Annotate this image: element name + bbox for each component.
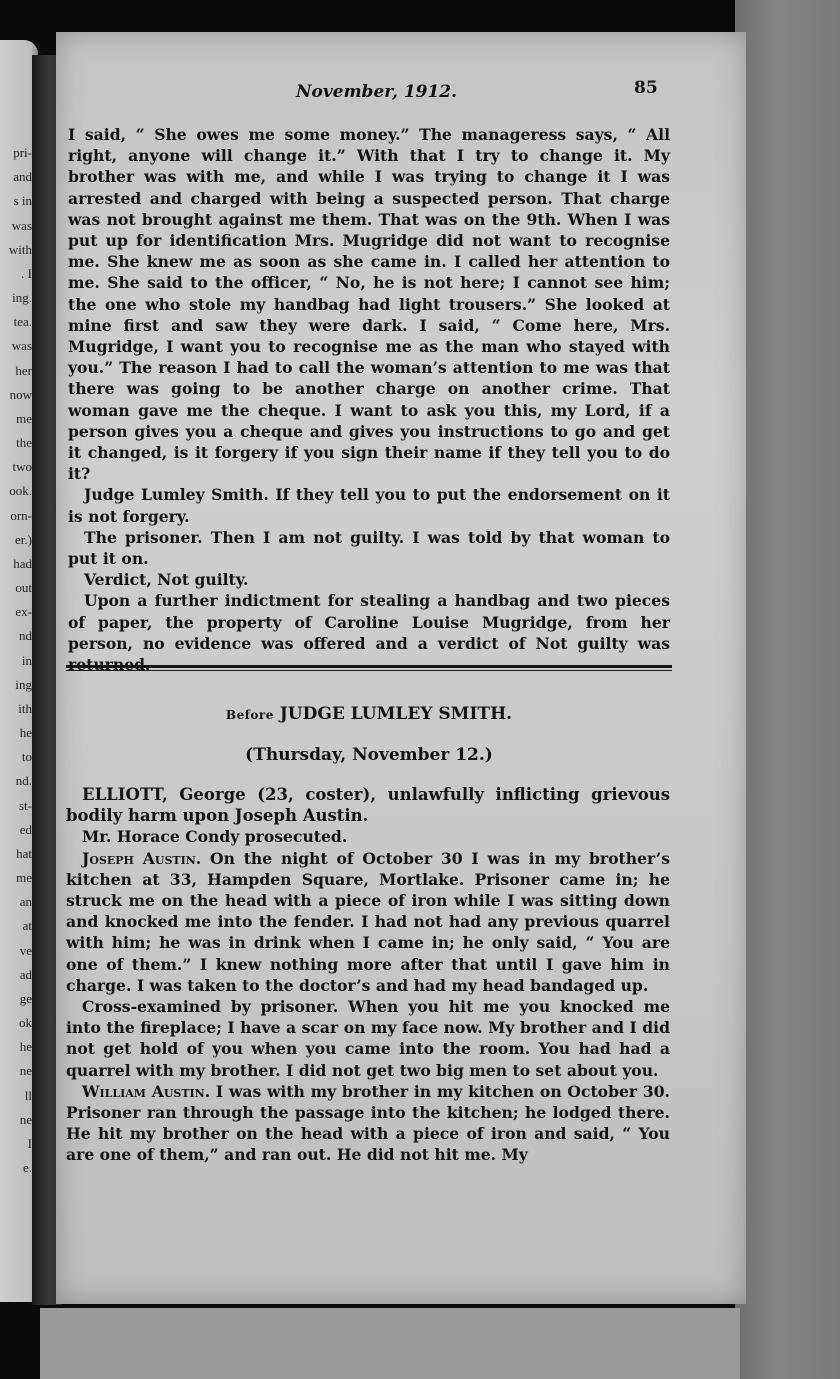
prev-page-fragment: ook.: [9, 483, 32, 498]
witness-william-austin: [66, 1081, 670, 1166]
running-title: November, 1912.: [296, 82, 458, 102]
prev-page-fragment: ing: [15, 677, 32, 692]
prev-page-fragment: me: [16, 411, 32, 426]
prev-page-fragment: orn-: [10, 508, 32, 523]
prev-page-fragment: ok: [19, 1015, 32, 1030]
prev-page-fragment: ll: [24, 1088, 32, 1103]
scan-background-right: [735, 0, 840, 1379]
prosecutor-line: Mr. Horace Condy prosecuted.: [82, 827, 348, 847]
prev-page-fragment: nd.: [15, 773, 32, 788]
prev-page-fragment: hat: [16, 846, 32, 861]
prev-page-fragment: two: [12, 459, 32, 474]
session-date: (Thursday, November 12.): [245, 745, 493, 765]
prev-page-fragment: ne: [19, 1063, 32, 1078]
prev-page-fragment: ve: [19, 943, 32, 958]
prev-page-fragment: st-: [19, 798, 32, 813]
prev-page-fragment: ad: [19, 967, 32, 982]
witness-name: Joseph Austin.: [82, 848, 202, 868]
prev-page-fragment: out: [15, 580, 32, 595]
prev-page-fragment: in: [21, 653, 32, 668]
prev-page-fragment: had: [13, 556, 32, 571]
scan-background-bottom: [40, 1308, 740, 1379]
prev-page-fragment: ne: [19, 1112, 32, 1127]
prev-page-fragment: er.): [15, 532, 32, 547]
witness-joseph-austin: [66, 848, 670, 996]
section-divider: [66, 665, 672, 671]
prev-page-fragment: e.: [22, 1160, 32, 1175]
new-case: [66, 784, 670, 1166]
case-continuation: [68, 124, 670, 675]
prev-page-fragment: me: [16, 870, 32, 885]
page-number: 85: [634, 78, 658, 98]
prev-page-fragment: ith: [18, 701, 32, 716]
prev-page-fragment: pri-: [13, 145, 32, 160]
running-header: [56, 78, 746, 106]
prev-page-fragment: I: [27, 1136, 32, 1151]
prev-page-fragment: was: [11, 338, 32, 353]
case-indictment: ELLIOTT, George (23, coster), unlawfully inflicting grievous bodily harm upon Joseph Austin.: [66, 785, 670, 826]
prev-page-fragment: to: [21, 749, 32, 764]
verdict: Verdict, Not guilty.: [84, 570, 249, 590]
prev-page-fragment: the: [16, 435, 32, 450]
prev-page-fragment: nd: [19, 628, 32, 643]
heading-before: Before: [225, 708, 274, 722]
further-indictment: Upon a further indictment for stealing a handbag and two pieces of paper, the property of Caroline Louise Mugridge, from her person, no evidence was offered and a verdict of Not guilty was returned.: [68, 591, 670, 675]
judge-remark: Judge Lumley Smith. If they tell you to put the endorsement on it is not forgery.: [68, 485, 670, 526]
prev-page-fragment: now: [9, 387, 32, 402]
witness-testimony: On the night of October 30 I was in my brother’s kitchen at 33, Hampden Square, Mortlake. Prisoner came in; he struck me on the head with a piece of iron while I was sitting down and knocked me into the fender. I had not had any previous quarrel with him; he was in drink when I came in; he only said, “ You are one of them.” I knew nothing more after that until I gave him in charge. I was taken to the doctor’s and had my head bandaged up.: [66, 848, 670, 995]
prev-page-fragment: tea.: [13, 314, 32, 329]
prev-page-fragment: was: [11, 218, 32, 233]
witness-name: William Austin.: [82, 1081, 211, 1101]
prev-page-fragment: at: [22, 918, 32, 933]
prev-page-fragment: with: [8, 242, 32, 257]
prev-page-fragment: an: [19, 894, 32, 909]
section-heading: [68, 704, 670, 724]
cross-examination: Cross-examined by prisoner. When you hit me you knocked me into the fireplace; I have a scar on my face now. My brother and I did not get hold of you when you came into the room. You had had a quarrel with my brother. I did not get two big men to set about you.: [66, 997, 670, 1080]
book-page: [56, 32, 746, 1304]
testimony-paragraph: I said, “ She owes me some money.” The manageress says, “ All right, anyone will change it.” With that I try to change it. My brother was with me, and while I was trying to change it I was arrested and charged with being a suspected person. That charge was not brought against me them. That was on the 9th. When I was put up for identification Mrs. Mugridge did not want to recognise me. She knew me as soon as she came in. I called her attention to me. She said to the officer, “ No, he is not here; I cannot see him; the one who stole my handbag had light trousers.” She looked at mine first and saw they were dark. I said, “ Come here, Mrs. Mugridge, I want you to recognise me as the man who stayed with you.” The reason I had to call the woman’s attention to me was that there was going to be another charge on another crime. That woman gave me the cheque. I want to ask you this, my Lord, if a person gives you a cheque and gives you instructions to go and get it changed, is it forgery if you sign their name if they tell you to do it?: [68, 125, 670, 484]
prisoner-remark: The prisoner. Then I am not guilty. I was told by that woman to put it on.: [68, 527, 670, 569]
witness-testimony: I was with my brother in my kitchen on October 30. Prisoner ran through the passage into the kitchen; he lodged there. He hit my brother on the head with a piece of iron and said, “ You are one of them,” and ran out. He did not hit me. My: [66, 1081, 670, 1165]
prev-page-fragment: s in: [13, 193, 32, 208]
prev-page-fragment: and: [13, 169, 32, 184]
prev-page-fragment: ge: [19, 991, 32, 1006]
prev-page-fragment: . I: [21, 266, 32, 281]
prev-page-fragment: ed: [19, 822, 32, 837]
prev-page-fragment: her: [15, 363, 32, 378]
prev-page-fragment: ex-: [15, 604, 32, 619]
prev-page-fragment: he: [19, 725, 32, 740]
prev-page-fragment: ing.: [12, 290, 32, 305]
prev-page-fragment: he: [19, 1039, 32, 1054]
heading-judge: JUDGE LUMLEY SMITH.: [279, 704, 513, 724]
